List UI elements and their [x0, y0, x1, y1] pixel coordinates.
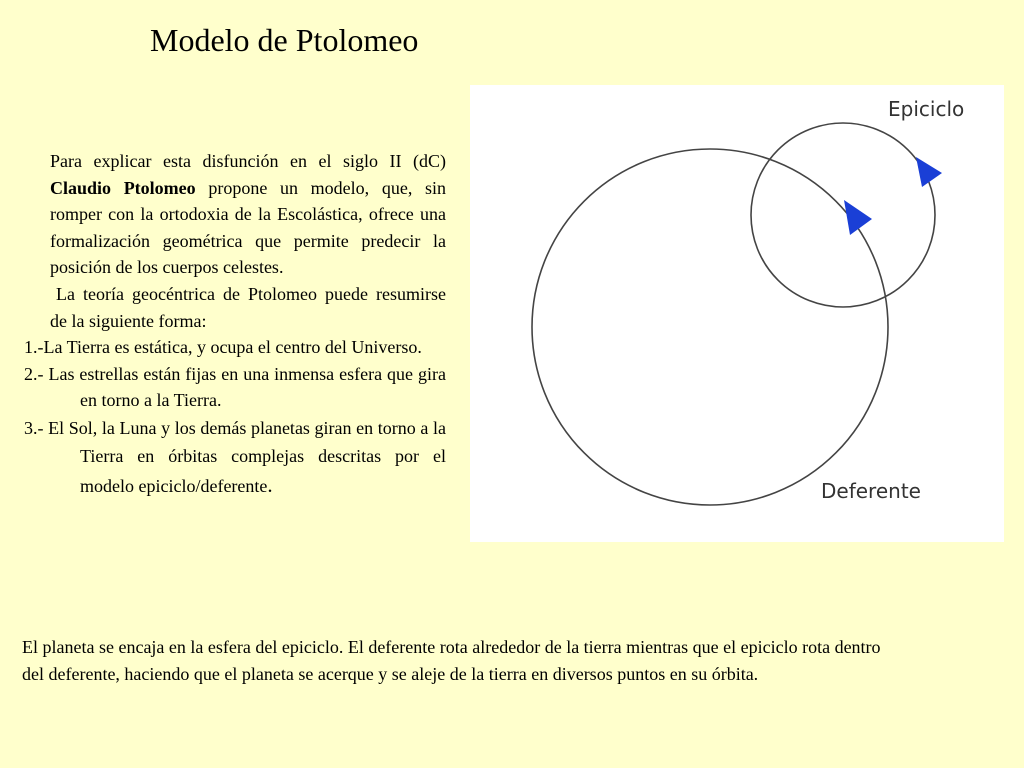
list-item-3-period: .: [267, 472, 273, 497]
intro-text-block: [24, 148, 446, 500]
epicycle-label: Epiciclo: [888, 97, 965, 121]
diagram-svg: [470, 85, 1004, 542]
author-name: Claudio Ptolomeo: [50, 177, 196, 198]
page-title: Modelo de Ptolomeo: [150, 22, 419, 58]
list-item-3: [24, 414, 446, 501]
list-item-3-text: 3.- El Sol, la Luna y los demás planetas giran en torno a la Tierra en órbitas complejas descritas por el modelo epiciclo/deferente: [24, 417, 446, 496]
intro-text-start: Para explicar esta disfunción en el siglo II (dC): [50, 151, 446, 171]
deferent-arrow-icon: [844, 200, 872, 235]
list-item-1: 1.-La Tierra es estática, y ocupa el centro del Universo.: [24, 337, 422, 358]
caption-paragraph: El planeta se encaja en la esfera del epiciclo. El deferente rota alrededor de la tierra mientras que el epiciclo rota dentro del deferente, haciendo que el planeta se acerque y se aleje de la tierra en diversos puntos en su órbita.: [22, 637, 881, 684]
epicycle-deferent-diagram: [470, 85, 1004, 542]
intro-paragraph: [24, 148, 446, 281]
list-item-2: 2.- Las estrellas están fijas en una inmensa esfera que gira en torno a la Tierra.: [24, 363, 446, 411]
summary-intro: La teoría geocéntrica de Ptolomeo puede resumirse de la siguiente forma:: [50, 283, 446, 331]
epicycle-circle: [751, 123, 935, 307]
deferent-circle: [532, 149, 888, 505]
intro-text-end: propone un modelo, que, sin romper con la ortodoxia de la Escolástica, ofrece una formalización geométrica que permite predecir la posición de los cuerpos celestes.: [50, 177, 446, 278]
deferent-label: Deferente: [821, 479, 921, 503]
